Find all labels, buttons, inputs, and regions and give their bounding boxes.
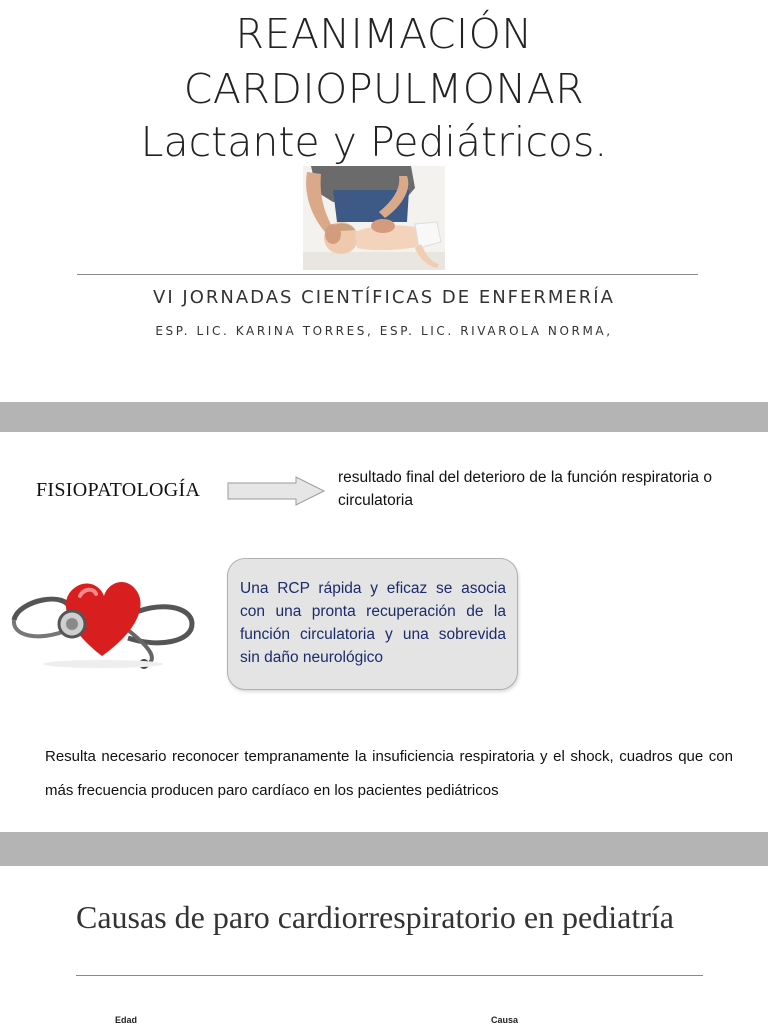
body-paragraph: Resulta necesario reconocer tempranamente la insuficiencia respiratoria y el shock, cuadros que con más frecuencia producen paro cardíaco en los pacientes pediátricos: [45, 748, 733, 799]
slide-causes: [0, 866, 768, 1024]
event-name: VI JORNADAS CIENTÍFICAS DE ENFERMERÍA: [153, 287, 615, 308]
rcp-callout-text: Una RCP rápida y eficaz se asocia con una pronta recuperación de la función circulatoria y una sobrevida sin daño neurológico: [240, 580, 506, 666]
title-line-1: REANIMACIÓN: [235, 10, 533, 58]
slide-title: [0, 0, 768, 402]
causes-title: Causas de paro cardiorrespiratorio en pediatría: [76, 899, 674, 935]
causes-divider: [76, 975, 703, 976]
authors: ESP. LIC. KARINA TORRES, ESP. LIC. RIVAROLA NORMA,: [155, 324, 613, 338]
infant-cpr-photo: [303, 166, 445, 270]
heart-stethoscope-icon: [8, 560, 198, 672]
title-divider: [77, 274, 698, 275]
title-line-3: Lactante y Pediátricos.: [140, 118, 608, 166]
physiopathology-definition: resultado final del deterioro de la función respiratoria o circulatoria: [338, 469, 712, 509]
slide-separator: [0, 832, 768, 866]
physiopathology-label: FISIOPATOLOGÍA: [36, 479, 201, 501]
table-header-cause: Causa: [491, 1015, 519, 1024]
arrow-right-icon: [226, 476, 326, 506]
rcp-callout-box: [227, 558, 518, 690]
table-header-age: Edad: [115, 1015, 138, 1024]
title-line-2: CARDIOPULMONAR: [183, 65, 585, 113]
slide-physiopathology: [0, 432, 768, 832]
slide-separator: [0, 402, 768, 432]
